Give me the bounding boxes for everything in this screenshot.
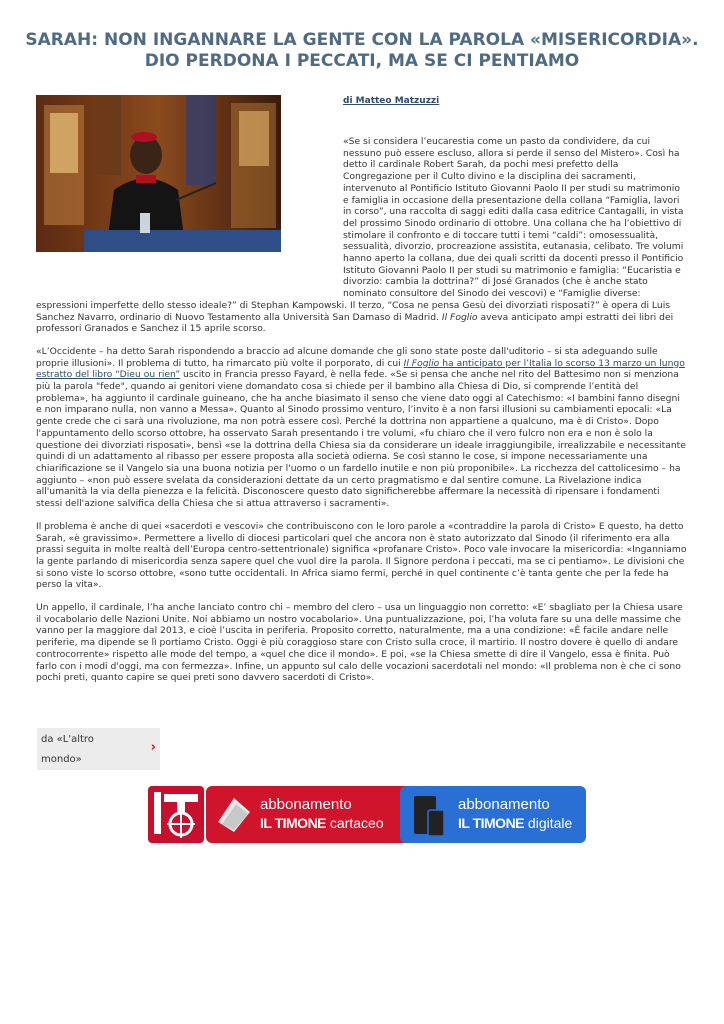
magazine-icon [212, 792, 256, 836]
digital-kind: digitale [524, 815, 573, 831]
paragraph-2: «L’Occidente – ha detto Sarah rispondendo a braccio ad alcune domande che gli sono state poste dall'uditorio – si sta adeguando sulle proprie illusioni». Il problema di tutto, ha rimarcato più volte il porporato, di cui Il Foglio ha anticipato per l’Italia lo scorso 13 marzo un lungo estratto del libro “Dieu ou rien” uscito in Francia presso Fayard, è nella fede. «Se si pensa che anche nel rito del Battesimo non si menziona più la parola "fede", quando ai genitori viene domandato cosa si chiede per il bambino alla Chiesa di Dio, si comprende l’entità del problema», ha aggiunto il cardinale guineano, che ha anche biasimato il senso che viene dato oggi al Catechismo: «I bambini fanno disegni e non imparano nulla, non vanno a Messa». Quanto al Sinodo prossimo venturo, l’invito è a non farsi illusioni su cambiamenti epocali: «La gente crede che ci sarà una rivoluzione, ma non potrà essere così. Perché la dottrina non appartiene a qualcuno, ma è di Cristo». Dopo l'appuntamento dello scorso ottobre, ha osservato Sarah presentando i tre volumi, «fu chiaro che il vero fulcro non era e non è solo la questione dei divorziati risposati», bensì «se la dottrina della Chiesa sia da considerare un ideale irraggiungibile, irrealizzabile e necessitante quindi di un adattamento al ribasso per essere proposta alla società odierna. Se così stanno le cose, si impone necessariamente una chiarificazione se il Vangelo sia una buona notizia per l'uomo o un fardello inutile e non più proponibile». La ricchezza del cattolicesimo – ha aggiunto – «non può essere svelata da considerazioni dettate da un certo pragmatismo e dal sentire comune. La Rivelazione indica all'umanità la via della pienezza e la felicità. Disconoscere questo dato significherebbe affermare la necessità di ripensare i fondamenti stessi dell'azione salvifica della Chiesa che si attua attraverso i sacramenti». [36, 345, 686, 510]
tablet-phone-icon [412, 792, 448, 838]
foglio-extract-link[interactable]: Il Foglio ha anticipato per l’Italia lo scorso 13 marzo un lungo estratto del libro “Dieu ou rien” [36, 357, 685, 381]
author-byline[interactable]: di Matteo Matzuzzi [343, 96, 440, 106]
paper-kind: cartaceo [326, 815, 384, 831]
helm-logo-icon [148, 786, 204, 843]
page-title [0, 30, 724, 72]
timone-logo[interactable] [148, 786, 204, 843]
paper-brand: IL TIMONE [260, 815, 327, 831]
source-link-box[interactable] [37, 728, 160, 770]
paragraph-3: Il problema è anche di quei «sacerdoti e vescovi» che contribuiscono con le loro parole a «contraddire la parola di Cristo» E questo, ha detto Sarah, «è gravissimo». Permettere a livello di diocesi particolari quel che ancora non è stato autorizzato dal Sinodo (il riferimento era alla prassi seguita in molte realtà dell’Europa centro-settentrionale) significa «profanare Cristo». Poco vale invocare la misericordia: «Inganniamo la gente parlando di misericordia senza sapere quel che vuol dire la parola. Il Signore perdona i peccati, ma se ci pentiamo». Le divisioni che si sono viste lo scorso ottobre, «sono tutte occidentali. In Africa siamo fermi, perché in quel continente c’è tanta gente che per la fede ha perso la vita». [36, 520, 687, 591]
chevron-right-icon: › [150, 740, 156, 755]
paragraph-1: «Se si considera l’eucarestia come un pasto da condividere, da cui nessuno può essere escluso, allora si perde il senso del Mistero». Così ha detto il cardinale Robert Sarah, da pochi mesi prefetto della Congregazione per il Culto divino e la disciplina dei sacramenti, intervenuto al Pontificio Istituto Giovanni Paolo II per studi su matrimonio e famiglia in occasione della presentazione della collana “Famiglia, lavori in corso”, una raccolta di saggi editi dalla casa editrice Cantagalli, in vista del prossimo Sinodo ordinario di ottobre. Una collana che ha l’obiettivo di stimolare il confronto e di toccare tutti i temi “caldi”: omosessualità, sessualità, divorzio, procreazione assistita, eutanasia, celibato. Tre volumi hanno aperto la collana, due dei quali scritti da docenti presso il Pontificio Istituto Giovanni Paolo II per studi su matrimonio e famiglia: “Eucaristia e divorzio: cambia la dottrina?” di José Granados (che è anche stato nominato consultore del Sinodo dei vescovi) e “Famiglie diverse: espressioni imperfette dello stesso ideale?” di Stephan Kampowski. Il terzo, “Cosa ne pensa Gesù dei divorziati risposati?” è opera di Luis Sanchez Navarro, ordinario di Nuovo Testamento alla Università San Damaso di Madrid. Il Foglio aveva anticipato ampi estratti dei libri dei professori Granados e Sanchez il 15 aprile scorso. [36, 136, 684, 335]
title-line-2: DIO PERDONA I PECCATI, MA SE CI PENTIAMO [144, 51, 580, 71]
source-label: da «L'altro mondo» [41, 734, 94, 765]
digital-label: abbonamento [458, 796, 550, 813]
paper-label: abbonamento [260, 796, 352, 813]
title-line-1: SARAH: NON INGANNARE LA GENTE CON LA PAROLA «MISERICORDIA». [25, 30, 699, 50]
paragraph-4: Un appello, il cardinale, l’ha anche lanciato contro chi – membro del clero – usa un linguaggio non corretto: «E’ sbagliato per la Chiesa usare il vocabolario delle Nazioni Unite. Noi abbiamo un nostro vocabolario». Una puntualizzazione, poi, l’ha voluta fare su una delle massime che vanno per la maggiore dal 2013, e cioè l’uscita in periferia. Proposito corretto, naturalmente, ma a una condizione: «È facile andare nelle periferie, ma dipende se lì portiamo Cristo. Oggi è più coraggioso stare con Cristo sulla croce, il martirio. Il nostro dovere è quello di andare controcorrente» rispetto alle mode del tempo, a «quel che dice il mondo». E poi, «se la Chiesa smette di dire il Vangelo, essa è finita. Può farlo con i modi d'oggi, ma con fermezza». Infine, un appunto sul calo delle vocazioni sacerdotali nel mondo: «Il problema non è che ci sono pochi preti, quanto capire se quei preti sono davvero sacerdoti di Cristo». [36, 602, 683, 684]
subscription-digital-button[interactable] [400, 786, 586, 843]
photo-spacer [36, 136, 343, 299]
digital-brand: IL TIMONE [458, 815, 525, 831]
article-body [36, 136, 688, 695]
